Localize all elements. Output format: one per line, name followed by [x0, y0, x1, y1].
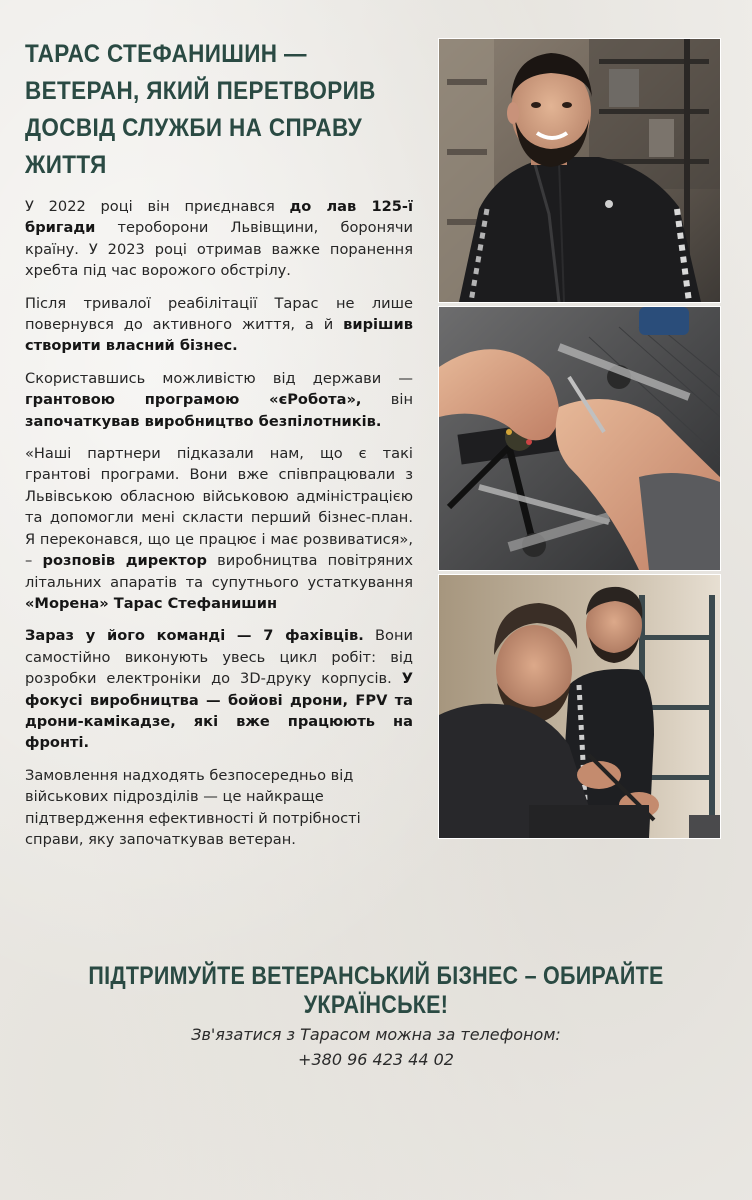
bold-text: У фокусі виробництва — бойові дрони, FPV та дрони-камікадзе, які вже працюють на фронті.	[25, 670, 413, 752]
article-body	[25, 196, 413, 850]
workshop-photo	[438, 574, 721, 839]
article-headline: ТАРАС СТЕФАНИШИН — ВЕТЕРАН, ЯКИЙ ПЕРЕТВОРИВ ДОСВІД СЛУЖБИ НА СПРАВУ ЖИТТЯ	[25, 40, 376, 179]
text: тероборони Львівщини, боронячи країну. У 2023 році отримав важке поранення хребта під час ворожого обстрілу.	[25, 219, 413, 280]
article-paragraph	[25, 765, 413, 851]
contact-block	[0, 1022, 752, 1072]
text: виробництва повітряних літальних апаратів та супутнього устаткування	[25, 552, 414, 591]
text: Вони самостійно виконують увесь цикл робіт: від розробки електроніки до 3D-друку корпусів.	[25, 627, 413, 688]
article-paragraph	[25, 196, 413, 282]
text: У 2022 році він приєднався	[25, 198, 290, 215]
text: Після тривалої реабілітації Тарас не лише повернувся до активного життя, а й	[25, 294, 413, 334]
bold-text: «Морена» Тарас Стефанишин	[25, 594, 278, 612]
article-column	[25, 36, 413, 861]
article-paragraph	[25, 293, 413, 357]
article-paragraph	[25, 443, 413, 614]
bold-text: грантовою програмою «єРобота»,	[25, 391, 362, 409]
bold-text: розповів директор	[42, 552, 207, 570]
article-paragraph	[25, 625, 413, 753]
bold-text: Зараз у його команді — 7 фахівців.	[25, 627, 364, 645]
portrait-photo	[438, 38, 721, 303]
photo-column	[438, 38, 721, 842]
text: він	[361, 391, 413, 409]
phone-number[interactable]: +380 96 423 44 02	[298, 1050, 454, 1069]
text: Скориставшись можливістю від держави —	[25, 369, 413, 387]
text: Замовлення надходять безпосередньо від військових підрозділів — це найкраще підтвердження ефективності й потрібності справи, яку започаткував ветеран.	[25, 766, 361, 848]
text: «Наші партнери підказали нам, що є такі грантові програми. Вони вже співпрацювали з Львівською обласною військовою адміністрацією та допомогли мені скласти перший бізнес-план. Я переконався, що це працює і має розвиватися», –	[25, 445, 413, 570]
article-paragraph	[25, 368, 413, 432]
bold-text: до лав 125-ї бригади	[25, 198, 413, 237]
bold-text: започаткував виробництво безпілотників.	[25, 412, 382, 430]
cta-heading	[0, 962, 752, 1020]
contact-line: Зв'язатися з Тарасом можна за телефоном:	[191, 1025, 561, 1044]
bold-text: вирішив створити власний бізнес.	[25, 316, 413, 355]
cta-text: ПІДТРИМУЙТЕ ВЕТЕРАНСЬКИЙ БІЗНЕС – ОБИРАЙТЕ УКРАЇНСЬКЕ!	[88, 962, 664, 1019]
drone-assembly-photo	[438, 306, 721, 571]
